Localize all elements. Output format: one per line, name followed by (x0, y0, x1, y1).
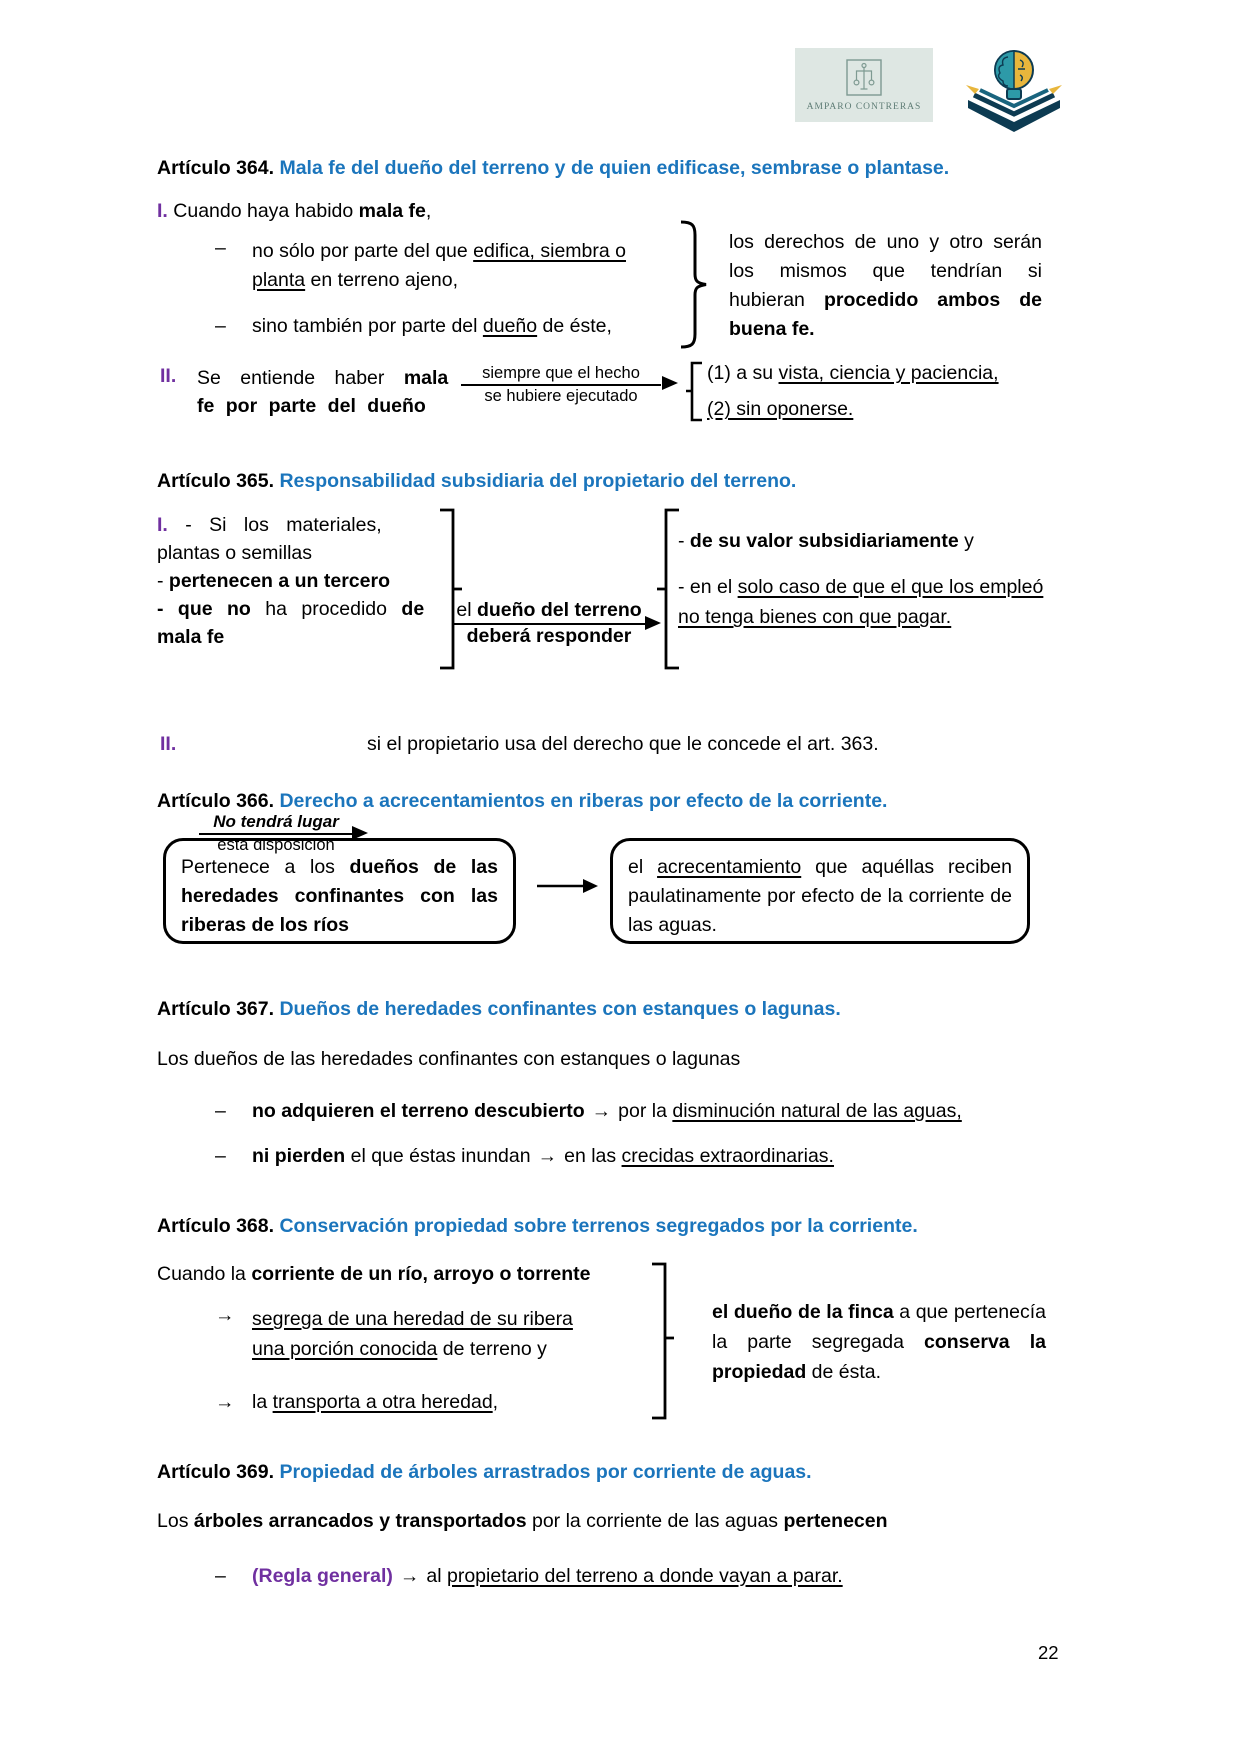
text-underline: segrega de una heredad de su ribera (252, 1308, 573, 1330)
arrow-label-top: siempre que el hecho (461, 363, 661, 386)
item-1 (707, 362, 999, 385)
text-line (197, 364, 459, 392)
a367-intro: Los dueños de las heredades confinantes con estanques o lagunas (157, 1048, 741, 1070)
text: el (628, 856, 658, 878)
a367-bullet-1 (215, 1100, 962, 1123)
right-arrow-icon: → (591, 1100, 612, 1122)
text: la (252, 1391, 273, 1413)
text-line-bold: mala fe (157, 626, 225, 648)
text-bold: mala fe (358, 200, 426, 222)
a364-condition-arrow (461, 363, 661, 406)
text: Pertenece a los (181, 856, 350, 878)
article-368-title (157, 1215, 918, 1238)
article-368-label: Artículo 368. (157, 1215, 275, 1237)
text-line (678, 530, 1090, 553)
a364-s2-items (707, 362, 999, 422)
bullet-text (252, 237, 626, 295)
a364-s2-left-text (197, 364, 459, 420)
text-underline: (2) sin oponerse. (707, 398, 854, 421)
bullet-text (252, 1145, 834, 1168)
text-underline: edifica, siembra o (473, 240, 626, 262)
roman-numeral: II. (160, 365, 177, 387)
text-underline: una porción conocida (252, 1338, 438, 1360)
text-line (678, 572, 1090, 632)
text-bold: de su valor subsidiariamente (689, 530, 959, 552)
right-arrow-icon: → (399, 1565, 420, 1587)
a364-paragraph-1 (157, 200, 431, 223)
article-366-heading: Derecho a acrecentamientos en riberas por efecto de la corriente. (279, 790, 888, 812)
text: de ésta. (806, 1361, 882, 1383)
text-bold: pertenecen (783, 1510, 888, 1532)
a365-left-text (157, 511, 443, 651)
text-bold: conserva la propiedad (712, 1331, 1046, 1383)
article-364-heading: Mala fe del dueño del terreno y de quien edificase, sembrase o plantase. (279, 157, 950, 179)
right-arrow-icon: → (537, 1145, 558, 1167)
text-underline: crecidas extraordinarias. (621, 1145, 834, 1167)
text: - que (157, 598, 227, 620)
book-brain-logo-icon (962, 42, 1066, 136)
article-369-heading: Propiedad de árboles arrastrados por corriente de aguas. (279, 1461, 812, 1483)
text: en terreno ajeno, (305, 269, 458, 291)
text-underline: propietario del terreno a donde vayan a parar. (446, 1565, 843, 1587)
article-368-heading: Conservación propiedad sobre terrenos segregados por la corriente. (279, 1215, 918, 1237)
text-bold: mala (403, 367, 449, 389)
text: - (157, 570, 169, 592)
scales-icon (845, 57, 883, 99)
text: los derechos de uno y otro serán los mismos que tendrían si hubieran (729, 231, 1042, 311)
text-line-bold: fe por parte del dueño (197, 395, 426, 417)
a368-bullet-1 (215, 1304, 573, 1364)
bullet-text (252, 1100, 962, 1123)
right-arrow-icon: → (215, 1304, 235, 1326)
arrowhead-icon (662, 376, 678, 390)
text: en las (564, 1145, 622, 1167)
article-367-label: Artículo 367. (157, 998, 275, 1020)
text: el que éstas inundan (345, 1145, 531, 1167)
bullet-text (252, 1565, 843, 1588)
curly-brace-icon (678, 219, 710, 350)
bullet-dash: – (215, 315, 226, 337)
text: - (678, 530, 690, 552)
text: , (492, 1391, 499, 1413)
text: por la (618, 1100, 673, 1122)
a366-right-box (610, 838, 1030, 944)
a366-left-box (163, 838, 516, 944)
text: - en el (678, 576, 738, 599)
amparo-logo-label: AMPARO CONTRERAS (806, 101, 922, 112)
roman-numeral: I. (157, 200, 168, 222)
square-bracket-open-icon (685, 361, 704, 422)
roman-numeral: II. (160, 733, 177, 755)
article-365-heading: Responsabilidad subsidiaria del propietario del terreno. (279, 470, 797, 492)
text: sino también por parte del (252, 315, 483, 337)
text-underline: vista, ciencia y paciencia, (778, 362, 999, 384)
text: Se entiende haber (197, 367, 404, 389)
a367-bullet-2 (215, 1145, 834, 1168)
text: al (426, 1565, 447, 1587)
text-underline: solo caso de que el que los empleó (737, 576, 1044, 599)
bullet-dash: – (215, 237, 226, 259)
a365-right-text (678, 530, 1090, 632)
text-bold: el dueño de la finca (712, 1301, 894, 1323)
a368-bullet-2 (215, 1391, 498, 1414)
text: Cuando haya habido (173, 200, 359, 222)
article-369-label: Artículo 369. (157, 1461, 275, 1483)
a364-bullet-2 (215, 315, 612, 338)
text: Los (157, 1510, 194, 1532)
text-bold: dueños de las heredades confinantes con las riberas de los ríos (181, 856, 498, 936)
article-366-label: Artículo 366. (157, 790, 275, 812)
text-bold: dueño del terreno (476, 599, 642, 621)
text-line (157, 511, 443, 539)
page-number: 22 (1038, 1642, 1059, 1663)
text-bold: pertenecen a un tercero (168, 570, 391, 592)
text-underline: acrecentamiento (657, 856, 802, 878)
item-2 (707, 398, 999, 421)
text: de terreno y (437, 1338, 547, 1360)
a369-bullet-1 (215, 1565, 843, 1588)
text-line (157, 567, 443, 595)
bullet-text (252, 315, 612, 338)
text: de éste, (537, 315, 612, 337)
article-366-title (157, 790, 887, 813)
a368-intro (157, 1263, 590, 1286)
text: que aquéllas reciben paulatinamente por efecto de la corriente de las aguas. (628, 856, 1012, 936)
bullet-text (252, 1304, 573, 1364)
arrow-label-bottom: esta disposición (217, 835, 335, 854)
text-bold: de (401, 598, 425, 620)
bullet-dash: – (215, 1565, 226, 1587)
arrow-label-top: No tendrá lugar (199, 811, 353, 835)
text-underline: planta (252, 269, 306, 291)
text-bold: ni pierden (252, 1145, 346, 1167)
square-bracket-close-tick-icon (650, 1262, 676, 1420)
a368-right-text (712, 1297, 1046, 1387)
text-line: plantas o semillas (157, 542, 312, 564)
a364-bullet-1 (215, 237, 626, 295)
a365-responsibility-arrow (452, 599, 646, 649)
article-365-title (157, 470, 796, 493)
roman-numeral: I. (157, 514, 168, 536)
text-underline: transporta a otra heredad (272, 1391, 493, 1413)
article-367-heading: Dueños de heredades confinantes con estanques o lagunas. (279, 998, 841, 1020)
text-bold: no (227, 598, 251, 620)
text: a que pertenecía la parte segregada (712, 1301, 1046, 1353)
text-underline: no tenga bienes con que pagar. (678, 606, 952, 629)
arrow-label-bottom: deberá responder (466, 625, 632, 648)
text-bold: no adquieren el terreno descubierto (252, 1100, 585, 1122)
right-arrow-icon (537, 878, 599, 894)
text: ha procedido (250, 598, 402, 620)
text-bold: procedido ambos de buena fe. (729, 289, 1042, 340)
article-364-title (157, 157, 949, 180)
text: y (958, 530, 974, 552)
a365-s2-text: si el propietario usa del derecho que le concede el art. 363. (367, 733, 879, 755)
text: Cuando la (157, 1263, 252, 1285)
text-underline: dueño (482, 315, 538, 337)
article-364-label: Artículo 364. (157, 157, 275, 179)
text: - Si los materiales, (167, 514, 382, 536)
a369-intro (157, 1510, 888, 1533)
article-365-label: Artículo 365. (157, 470, 275, 492)
bullet-dash: – (215, 1145, 226, 1167)
text: (1) a su (707, 362, 779, 384)
text-underline: disminución natural de las aguas, (672, 1100, 962, 1122)
article-367-title (157, 998, 841, 1021)
text: , (425, 200, 432, 222)
article-369-title (157, 1461, 812, 1484)
text-bold: árboles arrancados y transportados (193, 1510, 527, 1532)
text: el (456, 599, 477, 621)
amparo-contreras-logo (795, 48, 933, 122)
bullet-text (252, 1391, 498, 1414)
bullet-dash: – (215, 1100, 226, 1122)
right-arrow-icon: → (215, 1391, 235, 1413)
rule-label: (Regla general) (252, 1565, 393, 1587)
a364-right-text (729, 228, 1042, 344)
text-line (157, 595, 443, 623)
text: por la corriente de las aguas (526, 1510, 784, 1532)
text-bold: corriente de un río, arroyo o torrente (251, 1263, 591, 1285)
text: no sólo por parte del que (252, 240, 474, 262)
arrow-label-top (452, 599, 646, 625)
arrow-label-bottom: se hubiere ejecutado (484, 387, 638, 405)
